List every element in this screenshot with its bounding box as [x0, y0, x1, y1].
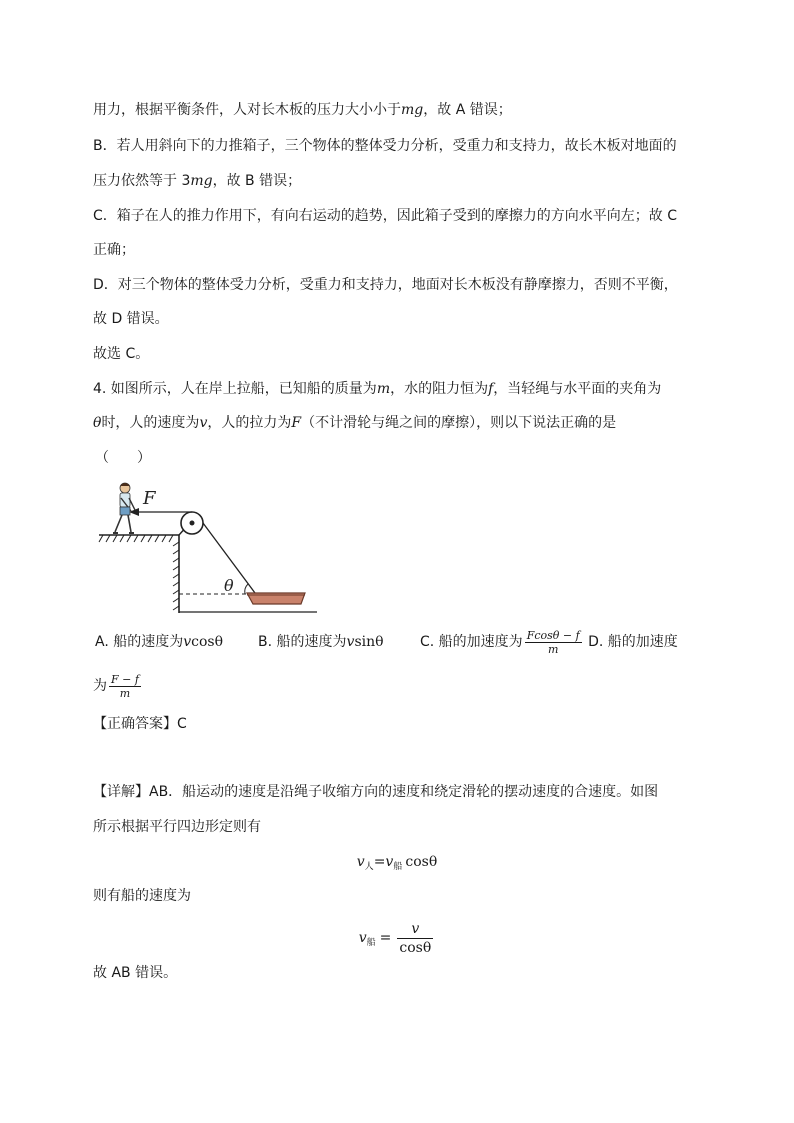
detail-line2: 所示根据平行四边形定则有 [93, 819, 261, 835]
text-segment: ，故 B 错误； [212, 173, 302, 189]
text-segment: ，故 A 错误； [423, 102, 512, 118]
text-segment: 压力依然等于 3 [93, 173, 191, 189]
math-symbol: f [488, 381, 494, 397]
math-symbol: mg [401, 102, 424, 118]
fraction [109, 673, 141, 700]
math-expression: cosθ [191, 634, 224, 650]
fraction-numerator: v [397, 920, 433, 939]
math-symbol: v [346, 634, 355, 650]
math-symbol: mg [190, 173, 213, 189]
math-expression: sinθ [354, 634, 384, 650]
fraction-denominator: m [119, 686, 131, 700]
math-subscript: 船 [393, 862, 403, 872]
wall-hatching [173, 542, 179, 610]
math-symbol: v [199, 415, 208, 431]
option-d-label: D. 船的加速度 [588, 634, 678, 650]
bank-hatching [99, 535, 173, 542]
text-segment: 时，人的速度为 [101, 415, 200, 431]
text-segment: ，人的拉力为 [207, 415, 292, 431]
detail-line3: 则有船的速度为 [93, 888, 191, 904]
text-line: C．箱子在人的推力作用下，有向右运动的趋势，因此箱子受到的摩擦力的方向水平向左；故 C [93, 208, 677, 224]
text-segment: 4. 如图所示，人在岸上拉船，已知船的质量为 [93, 381, 377, 397]
fraction-numerator: F − f [111, 672, 139, 686]
text-segment: ，当轻绳与水平面的夹角为 [493, 381, 662, 397]
option-label: C. 船的加速度为 [420, 634, 523, 650]
fraction-denominator: cosθ [399, 939, 432, 956]
math-symbol: v [385, 854, 394, 870]
text-line: D．对三个物体的整体受力分析，受重力和支持力，地面对长木板没有静摩擦力，否则不平衡， [93, 277, 678, 293]
option-c [420, 626, 678, 658]
fraction [397, 920, 433, 957]
option-label: 为 [93, 678, 107, 694]
math-symbol: v [358, 930, 367, 946]
math-symbol: F [291, 415, 302, 431]
option-label: B. 船的速度为 [258, 634, 347, 650]
fraction [525, 629, 582, 656]
correct-answer: 【正确答案】C [93, 716, 187, 732]
text-line: 故 D 错误。 [93, 311, 169, 327]
fraction-denominator: m [547, 642, 559, 656]
question-stem-line1 [93, 379, 661, 399]
text-line: 故选 C。 [93, 346, 150, 362]
angle-label: θ [224, 576, 234, 595]
person-figure [113, 483, 135, 533]
text-line [93, 171, 301, 191]
math-subscript: 人 [364, 862, 374, 872]
pulley-axle [190, 521, 195, 526]
math-symbol: m [376, 381, 391, 397]
text-line: B．若人用斜向下的力推箱子，三个物体的整体受力分析，受重力和支持力，故长木板对地面的 [93, 138, 677, 154]
option-a [95, 632, 223, 652]
math-expression: cosθ [405, 854, 438, 870]
equation-1 [0, 852, 794, 877]
answer-blank: （ ） [95, 450, 151, 466]
math-subscript: 船 [366, 938, 376, 948]
force-label: F [143, 488, 156, 509]
text-segment: 用力，根据平衡条件，人对长木板的压力大小小于 [93, 102, 401, 118]
pulley-boat-figure [95, 478, 335, 618]
option-b [258, 632, 384, 652]
detail-line4: 故 AB 错误。 [93, 965, 178, 981]
math-operator: = [373, 854, 386, 870]
text-line: 正确； [93, 242, 135, 258]
fraction-numerator: Fcosθ − f [526, 628, 580, 642]
equation-2 [0, 918, 794, 963]
question-stem-line2 [93, 413, 616, 433]
text-line [93, 100, 512, 120]
math-symbol: θ [93, 415, 102, 431]
detail-line1: 【详解】AB．船运动的速度是沿绳子收缩方向的速度和绕定滑轮的摆动速度的合速度。如图 [93, 784, 659, 800]
text-segment: （不计滑轮与绳之间的摩擦），则以下说法正确的是 [301, 415, 617, 431]
option-label: A. 船的速度为 [95, 634, 184, 650]
math-symbol: v [356, 854, 365, 870]
option-d [93, 670, 143, 702]
text-segment: ，水的阻力恒为 [390, 381, 489, 397]
math-symbol: v [183, 634, 192, 650]
math-operator: = [379, 930, 392, 946]
